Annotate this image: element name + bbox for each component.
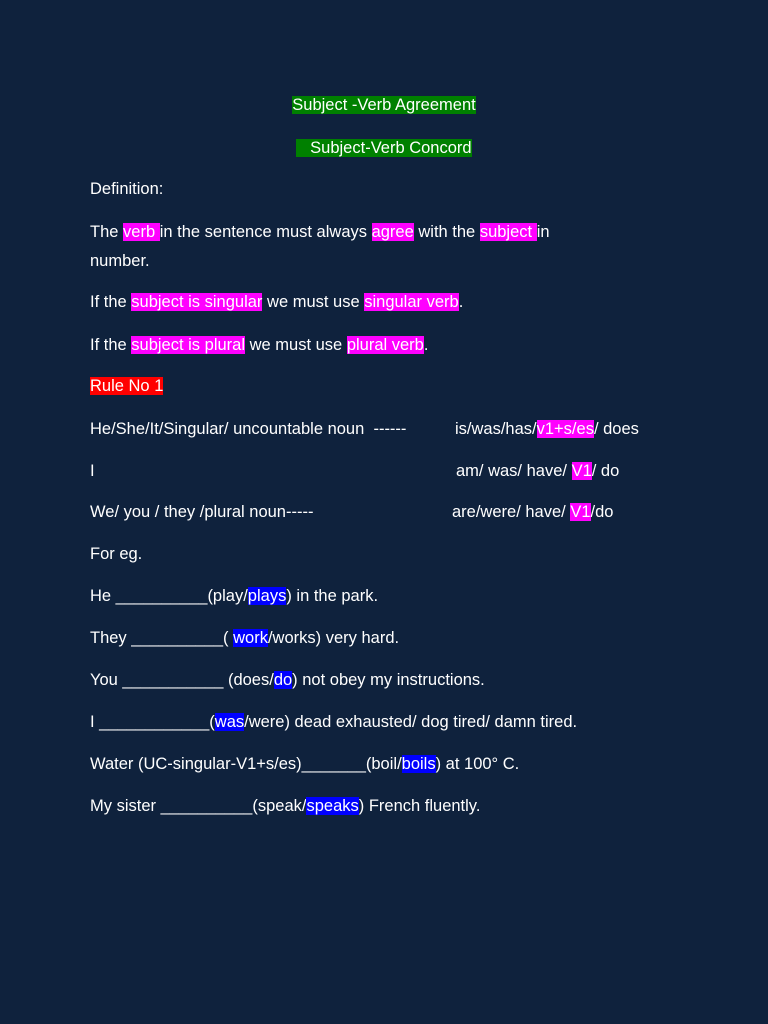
subtitle <box>0 137 768 159</box>
plural-rule <box>90 334 428 356</box>
example-label <box>90 543 142 565</box>
text-segment: I ____________( <box>90 713 215 731</box>
text-segment: He __________(play/ <box>90 587 248 605</box>
text-segment: For eg. <box>90 545 143 563</box>
highlighted-text: v1+s/es <box>536 420 594 438</box>
highlighted-text: plays <box>247 587 287 605</box>
text-segment: ) not obey my instructions. <box>292 671 485 689</box>
text-segment: . <box>458 293 464 311</box>
highlighted-text: subject is singular <box>131 293 263 311</box>
text-segment: is/was/has/ <box>455 420 537 438</box>
text-segment: . <box>423 336 429 354</box>
text-segment: /were) dead exhausted/ dog tired/ damn tired. <box>244 713 578 731</box>
text-segment: ) in the park. <box>286 587 379 605</box>
text-segment: ) French fluently. <box>358 797 481 815</box>
text-segment: am/ was/ have/ <box>456 462 572 480</box>
highlighted-text: work <box>233 629 268 647</box>
highlighted-text: speaks <box>306 797 359 815</box>
rule-singular <box>90 418 639 440</box>
highlighted-text: do <box>273 671 293 689</box>
text-segment: If the <box>90 293 132 311</box>
text-segment: /works) very hard. <box>267 629 400 647</box>
highlighted-text: V1 <box>570 503 591 521</box>
text-segment: He/She/It/Singular/ uncountable noun ------ <box>90 420 412 438</box>
example-6 <box>90 795 480 817</box>
highlighted-text: Subject -Verb Agreement <box>292 96 476 114</box>
definition-line-1 <box>90 221 550 243</box>
highlighted-text: subject is plural <box>131 336 246 354</box>
singular-rule <box>90 291 463 313</box>
rule-plural <box>90 501 614 523</box>
verb-forms-column <box>452 501 613 523</box>
text-segment: They __________( <box>90 629 234 647</box>
highlighted-text: was <box>214 713 245 731</box>
highlighted-text: verb <box>123 223 160 241</box>
highlighted-text: Subject-Verb Concord <box>296 139 472 157</box>
definition-line-2 <box>90 250 150 272</box>
text-segment: Water (UC-singular-V1+s/es)_______(boil/ <box>90 755 402 773</box>
example-2 <box>90 627 399 649</box>
verb-forms-column <box>456 460 619 482</box>
highlighted-text: boils <box>401 755 436 773</box>
text-segment: we must use <box>245 336 347 354</box>
text-segment: If the <box>90 336 132 354</box>
text-segment: ) at 100° C. <box>435 755 520 773</box>
text-segment: / does <box>593 420 639 438</box>
text-segment: we must use <box>262 293 365 311</box>
highlighted-text: subject <box>479 223 537 241</box>
example-1 <box>90 585 378 607</box>
text-segment: / do <box>591 462 620 480</box>
text-segment: I <box>90 462 95 480</box>
highlighted-text: singular verb <box>364 293 459 311</box>
text-segment: The <box>90 223 124 241</box>
text-segment: Definition: <box>90 180 164 198</box>
text-segment: /do <box>590 503 614 521</box>
highlighted-text: plural verb <box>346 336 424 354</box>
text-segment: We/ you / they /plural noun----- <box>90 503 314 521</box>
text-segment: with the <box>413 223 480 241</box>
highlighted-text: V1 <box>571 462 592 480</box>
text-segment: in the sentence must always <box>159 223 372 241</box>
title <box>0 94 768 116</box>
definition-label <box>90 178 163 200</box>
rule-i <box>90 460 620 482</box>
highlighted-text: agree <box>371 223 414 241</box>
text-segment: You ___________ (does/ <box>90 671 274 689</box>
text-segment: are/were/ have/ <box>452 503 571 521</box>
verb-forms-column <box>455 418 639 440</box>
text-segment: number. <box>90 252 150 270</box>
rule-heading <box>90 375 163 397</box>
text-segment: in <box>536 223 550 241</box>
example-4 <box>90 711 577 733</box>
text-segment: My sister __________(speak/ <box>90 797 307 815</box>
example-3 <box>90 669 485 691</box>
highlighted-text: Rule No 1 <box>90 377 164 395</box>
example-5 <box>90 753 519 775</box>
